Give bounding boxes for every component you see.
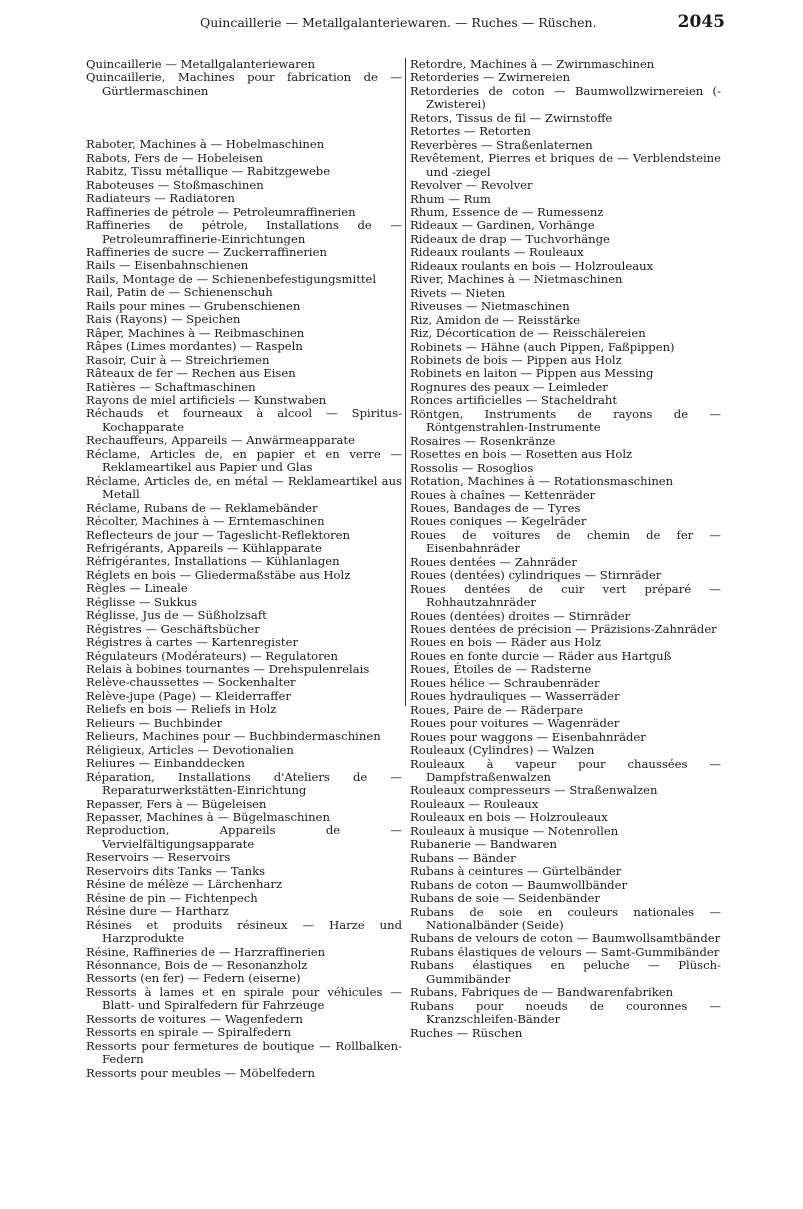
index-entry: Refrigérants, Appareils — Kühlapparate <box>86 540 322 555</box>
index-entry: Reproduction, Appareils de — Vervielfältigungsapparate <box>86 823 402 851</box>
index-entry: Rubans de soie en couleurs nationales — Nationalbänder (Seide) <box>410 904 721 932</box>
index-entry: Revolver — Revolver <box>410 178 533 193</box>
index-entry: Rognures des peaux — Leimleder <box>410 379 608 394</box>
index-entry: Röntgen, Instruments de rayons de — Röntgenstrahlen-Instrumente <box>410 406 721 435</box>
index-entry: Revêtement, Pierres et briques de — Verblendsteine und -ziegel <box>410 151 721 179</box>
index-entry: Relève-chaussettes — Sockenhalter <box>86 675 296 690</box>
section-gap <box>86 98 402 138</box>
index-entry: Roues en fonte durcie — Räder aus Hartguß <box>410 648 672 663</box>
index-entry: Repasser, Fers à — Bügeleisen <box>86 796 267 811</box>
index-entry: Réglisse, Jus de — Süßholzsaft <box>86 608 267 623</box>
index-entry: Résonnance, Bois de — Resonanzholz <box>86 958 308 972</box>
index-entry: Raboter, Machines à — Hobelmaschinen <box>86 137 325 152</box>
index-entry: Rivets — Nieten <box>410 285 506 300</box>
index-entry: Régistres à cartes — Kartenregister <box>86 635 298 650</box>
index-entry: Ressorts (en fer) — Federn (eiserne) <box>86 971 301 986</box>
index-entry: Roues dentées — Zahnräder <box>410 554 577 569</box>
index-entry: Rosettes en bois — Rosetten aus Holz <box>410 447 633 462</box>
index-entry: Rideaux roulants en bois — Holzrouleaux <box>410 258 654 273</box>
index-entry: Relieurs — Buchbinder <box>86 715 223 730</box>
index-entry: Quincaillerie — Metallgalanteriewaren <box>86 57 316 71</box>
index-entry: Relève-jupe (Page) — Kleiderraffer <box>86 688 291 703</box>
index-entry: Roues (dentées) cylindriques — Stirnräder <box>410 568 662 583</box>
index-entry: Retorderies — Zwirnereien <box>410 70 571 85</box>
index-entry: Roues (dentées) droites — Stirnräder <box>410 608 631 623</box>
index-entry: Roues coniques — Kegelräder <box>410 514 587 529</box>
index-entry: Retortes — Retorten <box>410 124 531 139</box>
index-entry: Relieurs, Machines pour — Buchbindermaschinen <box>86 729 381 744</box>
index-entry: Radiateurs — Radiatoren <box>86 191 235 206</box>
index-entry: Rouleaux (Cylindres) — Walzen <box>410 743 595 758</box>
index-entry: Résine, Raffineries de — Harzraffinerien <box>86 944 326 959</box>
index-entry: Roues de voitures de chemin de fer — Eisenbahnräder <box>410 527 721 556</box>
index-entry: Rails, Montage de — Schienenbefestigungsmittel <box>86 271 377 286</box>
index-entry: Rubans élastiques en peluche — Plüsch-Gummibänder <box>410 958 721 986</box>
index-entry: Rhum, Essence de — Rumessenz <box>410 204 604 219</box>
index-entry: Reverbères — Straßenlaternen <box>410 137 593 152</box>
index-entry: Riz, Amidon de — Reisstärke <box>410 312 580 327</box>
index-entry: Roues pour voitures — Wagenräder <box>410 716 620 731</box>
column-divider <box>405 58 406 706</box>
index-entry: Raffineries de pétrole — Petroleumraffinerien <box>86 204 356 219</box>
index-entry: Rails pour mines — Grubenschienen <box>86 298 301 313</box>
index-entry: Réglisse — Sukkus <box>86 594 198 609</box>
index-entry: Râpes (Limes mordantes) — Raspeln <box>86 339 303 354</box>
index-entry: Rechauffeurs, Appareils — Anwärmeapparate <box>86 433 355 448</box>
index-entry: Raffineries de sucre — Zuckerraffinerien <box>86 244 327 259</box>
index-entry: Retordre, Machines à — Zwirnmaschinen <box>410 57 655 71</box>
index-entry: Rubans élastiques de velours — Samt-Gummibänder <box>410 944 720 959</box>
index-entry: Roues dentées de précision — Präzisions-Zahnräder <box>410 622 717 637</box>
index-entry: Rotation, Machines à — Rotationsmaschinen <box>410 474 674 489</box>
index-entry: Rubans de soie — Seidenbänder <box>410 891 600 906</box>
index-entry: Rossolis — Rosoglios <box>410 460 534 475</box>
index-entry: Ressorts pour meubles — Möbelfedern <box>86 1065 315 1080</box>
index-entry: Rideaux — Gardinen, Vorhänge <box>410 218 595 233</box>
index-entry: Roues à chaînes — Kettenräder <box>410 487 596 502</box>
index-entry: Rabots, Fers de — Hobeleisen <box>86 150 263 165</box>
index-entry: Quincaillerie, Machines pour fabrication de — Gürtlermaschinen <box>86 70 402 98</box>
index-entry: Relais à bobines tournantes — Drehspulenrelais <box>86 662 370 677</box>
index-entry: Roues, Paire de — Räderpare <box>410 702 584 717</box>
index-entry: Roues, Étoiles de — Radsterne <box>410 662 592 677</box>
index-entry: Rubans, Fabriques de — Bandwarenfabriken <box>410 985 674 1000</box>
index-entry: Raffineries de pétrole, Installations de — Petroleumraffinerie-Einrichtungen <box>86 218 402 246</box>
index-entry: Rubans — Bänder <box>410 850 516 865</box>
index-entry: Réparation, Installations d'Ateliers de — Reparaturwerkstätten-Einrichtung <box>86 769 402 798</box>
index-entry: Rouleaux — Rouleaux <box>410 796 539 811</box>
index-entry: Réchauds et fourneaux à alcool — Spiritus-Kochapparate <box>86 406 402 434</box>
left-column <box>86 58 402 1080</box>
index-entry: Réclame, Articles de, en métal — Reklameartikel aus Metall <box>86 473 402 502</box>
index-entry: Robinets de bois — Pippen aus Holz <box>410 352 622 367</box>
index-entry: Rouleaux en bois — Holzrouleaux <box>410 810 608 825</box>
index-entry: Résine de pin — Fichtenpech <box>86 890 258 905</box>
index-entry: Robinets en laiton — Pippen aus Messing <box>410 366 654 381</box>
index-entry: Rayons de miel artificiels — Kunstwaben <box>86 392 327 407</box>
index-entry: Rouleaux compresseurs — Straßenwalzen <box>410 783 658 798</box>
index-entry: Rideaux de drap — Tuchvorhänge <box>410 231 610 246</box>
index-entry: Riz, Décortication de — Reisschälereien <box>410 326 646 341</box>
index-entry: Rosaires — Rosenkränze <box>410 433 556 448</box>
index-entry: Rais (Rayons) — Speichen <box>86 312 241 327</box>
index-entry: Réclame, Rubans de — Reklamebänder <box>86 500 318 515</box>
index-entry: Roues pour waggons — Eisenbahnräder <box>410 729 646 744</box>
index-entry: Ronces artificielles — Stacheldraht <box>410 393 618 408</box>
index-entry: Rubans à ceintures — Gürtelbänder <box>410 864 622 879</box>
index-entry: Raboteuses — Stoßmaschinen <box>86 177 264 192</box>
index-entry: Rubans de coton — Baumwollbänder <box>410 877 627 892</box>
page-header <box>0 12 803 36</box>
index-entry: Rouleaux à vapeur pour chaussées — Dampfstraßenwalzen <box>410 756 721 785</box>
index-entry: Reflecteurs de jour — Tageslicht-Reflektoren <box>86 527 351 542</box>
index-entry: Retorderies de coton — Baumwollzwirnereien (-Zwisterei) <box>410 83 721 112</box>
index-entry: Rails — Eisenbahnschienen <box>86 258 249 273</box>
index-entry: Rubans pour noeuds de couronnes — Kranzschleifen-Bänder <box>410 998 721 1027</box>
index-entry: Rubans de velours de coton — Baumwollsamtbänder <box>410 931 721 946</box>
index-entry: Ratières — Schaftmaschinen <box>86 379 256 394</box>
index-entry: Roues en bois — Räder aus Holz <box>410 635 602 650</box>
index-entry: Rideaux roulants — Rouleaux <box>410 245 584 260</box>
index-entry: Ressorts pour fermetures de boutique — Rollbalken-Federn <box>86 1038 402 1067</box>
index-entry: Reservoirs dits Tanks — Tanks <box>86 863 266 878</box>
index-entry: Règles — Lineale <box>86 581 188 596</box>
index-entry: Résine dure — Hartharz <box>86 904 229 919</box>
right-column <box>410 58 721 1040</box>
index-entry: Roues, Bandages de — Tyres <box>410 500 581 515</box>
index-entry: Résine de mélèze — Lärchenharz <box>86 877 283 892</box>
index-entry: Ressorts à lames et en spirale pour véhicules — Blatt- und Spiralfedern für Fahrzeuge <box>86 984 402 1013</box>
index-entry: Réclame, Articles de, en papier et en verre — Reklameartikel aus Papier und Glas <box>86 446 402 475</box>
index-entry: Repasser, Machines à — Bügelmaschinen <box>86 810 330 825</box>
index-entry: Râper, Machines à — Reibmaschinen <box>86 325 305 340</box>
index-entry: Roues hydrauliques — Wasserräder <box>410 689 620 704</box>
index-entry: Régistres — Geschäftsbücher <box>86 621 260 636</box>
index-entry: Rouleaux à musique — Notenrollen <box>410 823 619 838</box>
index-entry: Reliures — Einbanddecken <box>86 756 245 771</box>
index-entry: Retors, Tissus de fil — Zwirnstoffe <box>410 110 613 125</box>
index-entry: Reservoirs — Reservoirs <box>86 850 231 865</box>
index-entry: Râteaux de fer — Rechen aus Eisen <box>86 366 296 381</box>
index-entry: Récolter, Machines à — Erntemaschinen <box>86 514 325 529</box>
index-entry: Rail, Patin de — Schienenschuh <box>86 285 273 300</box>
index-entry: Ruches — Rüschen <box>410 1025 523 1040</box>
index-entry: Réglets en bois — Gliedermaßstäbe aus Holz <box>86 567 351 582</box>
index-entry: Roues dentées de cuir vert préparé — Rohhautzahnräder <box>410 581 721 610</box>
index-entry: Ressorts de voitures — Wagenfedern <box>86 1011 303 1026</box>
index-entry: Rasoir, Cuir à — Streichriemen <box>86 352 270 367</box>
index-entry: Réligieux, Articles — Devotionalien <box>86 742 294 757</box>
index-entry: Rabitz, Tissu métallique — Rabitzgewebe <box>86 164 331 179</box>
index-entry: Reliefs en bois — Reliefs in Holz <box>86 702 277 717</box>
index-entry: River, Machines à — Nietmaschinen <box>410 272 623 287</box>
index-entry: Robinets — Hähne (auch Pippen, Faßpippen) <box>410 339 675 354</box>
index-entry: Ressorts en spirale — Spiralfedern <box>86 1025 292 1040</box>
index-entry: Riveuses — Nietmaschinen <box>410 299 570 314</box>
index-entry: Rubanerie — Bandwaren <box>410 837 557 852</box>
page-number: 2045 <box>677 12 725 32</box>
index-entry: Régulateurs (Modérateurs) — Regulatoren <box>86 648 338 663</box>
index-entry: Résines et produits résineux — Harze und Harzprodukte <box>86 917 402 946</box>
running-head: Quincaillerie — Metallgalanteriewaren. — Ruches — Rüschen. <box>200 15 597 30</box>
index-entry: Roues hélice — Schraubenräder <box>410 675 600 690</box>
index-entry: Rhum — Rum <box>410 191 491 206</box>
index-entry: Réfrigérantes, Installations — Kühlanlagen <box>86 554 340 569</box>
